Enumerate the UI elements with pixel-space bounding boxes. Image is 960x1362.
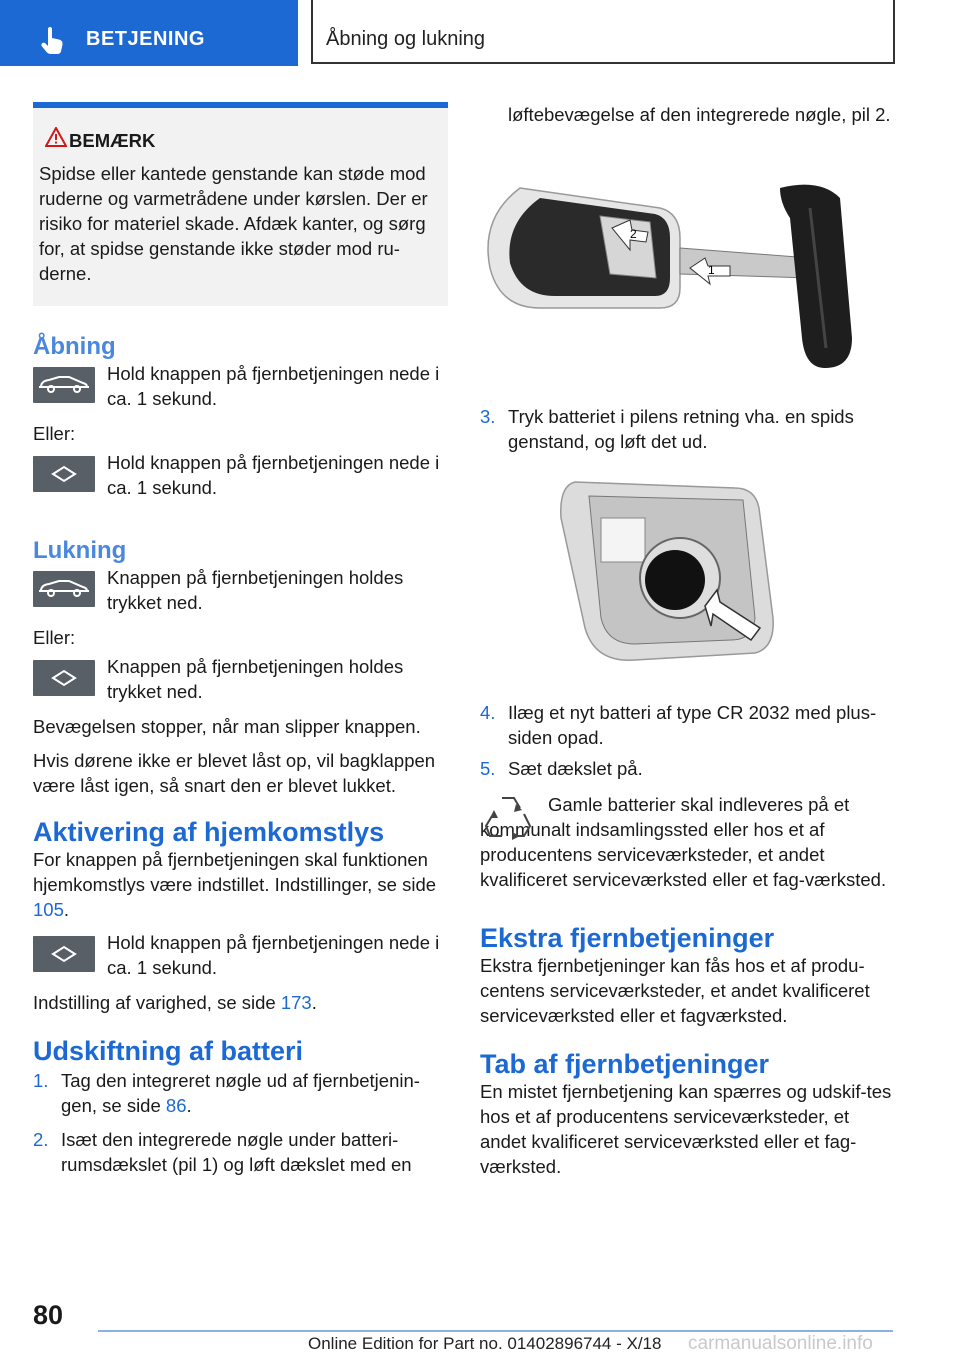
svg-text:2: 2: [630, 227, 637, 241]
page-link-86[interactable]: 86: [165, 1095, 187, 1116]
list-item: 5. Sæt dækslet på.: [480, 758, 643, 779]
hand-pointer-icon: [40, 26, 66, 54]
diamond-button-icon: [33, 660, 95, 696]
tailgate-button-icon: [33, 571, 95, 607]
page-title: Åbning og lukning: [326, 28, 486, 50]
left-column: [33, 102, 448, 1177]
recycle-text: Gamle batterier skal indleveres på et kommunalt indsamlingssted eller hos et af producentens serviceværksteder, et andet kvalificeret serviceværksted eller et fag-værksted.: [480, 794, 887, 890]
battery-heading: Udskiftning af batteri: [33, 1036, 304, 1066]
tailgate-button-icon: [33, 367, 95, 403]
homelight-item-text: Hold knappen på fjernbetjeningen nede i ca. 1 sekund.: [107, 932, 440, 978]
closing-item-2-text: Knappen på fjernbetjeningen holdes trykket ned.: [107, 656, 404, 702]
opening-item-1-text: Hold knappen på fjernbetjeningen nede i ca. 1 sekund.: [107, 363, 440, 409]
list-item: 2. Isæt den integrerede nøgle under batteri-rumsdækslet (pil 1) og løft dækslet med en: [33, 1129, 412, 1175]
battery-steps-3: [480, 404, 896, 454]
list-item: 1. Tag den integreret nøgle ud af fjernbetjenin-gen, se side 86.: [33, 1070, 420, 1116]
loss-text: En mistet fjernbetjening kan spærres og udskif-tes hos et af producentens serviceværksteder, et andet kvalificeret serviceværksted eller et fag-værksted.: [480, 1081, 892, 1177]
loss-heading: Tab af fjernbetjeninger: [480, 1049, 770, 1079]
recycle-note: [480, 792, 896, 892]
opening-heading: Åbning: [33, 333, 116, 360]
footer-edition: Online Edition for Part no. 01402896744 - X/18: [308, 1334, 662, 1353]
watermark: carmanualsonline.info: [688, 1333, 873, 1354]
footer-divider: [98, 1330, 893, 1332]
opening-item-2: [33, 450, 448, 500]
homelight-p2: Indstilling af varighed, se side 173.: [33, 992, 317, 1013]
recycle-icon: [480, 792, 536, 844]
page-link-173[interactable]: 173: [280, 992, 312, 1013]
svg-text:1: 1: [708, 263, 715, 277]
opening-item-1: [33, 361, 448, 411]
closing-item-2: [33, 654, 448, 704]
right-column: [480, 102, 896, 127]
list-item: 3. Tryk batteriet i pilens retning vha. en spids genstand, og løft det ud.: [480, 406, 854, 452]
battery-steps-left: [33, 1068, 448, 1177]
warning-triangle-icon: [45, 127, 67, 147]
closing-item-1-text: Knappen på fjernbetjeningen holdes trykket ned.: [107, 567, 404, 613]
list-item: løftebevægelse af den integrerede nøgle, pil 2.: [508, 104, 891, 125]
page-link-105[interactable]: 105: [33, 899, 64, 920]
closing-p1: Bevægelsen stopper, når man slipper knappen.: [33, 716, 421, 737]
homelight-heading: Aktivering af hjemkomstlys: [33, 817, 385, 847]
note-heading: [39, 128, 442, 153]
section-tab: [0, 0, 298, 66]
opening-item-2-text: Hold knappen på fjernbetjeningen nede i ca. 1 sekund.: [107, 452, 440, 498]
homelight-item: [33, 930, 448, 980]
right-column-steps: [480, 404, 896, 454]
battery-steps-right: [480, 102, 896, 127]
diamond-button-icon: [33, 936, 95, 972]
right-column-lower: [480, 700, 896, 1179]
opening-or: Eller:: [33, 423, 76, 444]
note-text: Spidse eller kantede genstande kan støde mod ruderne og varmetrådene under kørslen. Der er risiko for materiel skade. Afdæk kanter, og sørg for, at spidse genstande ikke støder mod ru-derne.: [39, 163, 428, 284]
battery-steps-4-5: [480, 700, 896, 781]
closing-or: Eller:: [33, 627, 76, 648]
extra-text: Ekstra fjernbetjeninger kan fås hos et af produ-centens serviceværksteder, et andet kvalificeret serviceværksted eller et fagværksted.: [480, 955, 870, 1026]
list-item: 4. Ilæg et nyt batteri af type CR 2032 med plus-siden opad.: [480, 702, 877, 748]
closing-item-1: [33, 565, 448, 615]
note-heading-text: BEMÆRK: [69, 130, 156, 151]
closing-heading: Lukning: [33, 537, 127, 564]
homelight-p1: For knappen på fjernbetjeningen skal funktionen hjemkomstlys være indstillet. Indstillinger, se side 105.: [33, 849, 437, 920]
closing-p2: Hvis dørene ikke er blevet låst op, vil bagklappen være låst igen, så snart den er blevet lukket.: [33, 750, 436, 796]
key-cover-illustration: [480, 178, 880, 378]
section-label: BETJENING: [86, 28, 205, 50]
warning-note: [33, 102, 448, 306]
page-number: 80: [33, 1300, 64, 1330]
extra-heading: Ekstra fjernbetjeninger: [480, 923, 775, 953]
battery-compartment-illustration: [555, 478, 785, 668]
diamond-button-icon: [33, 456, 95, 492]
